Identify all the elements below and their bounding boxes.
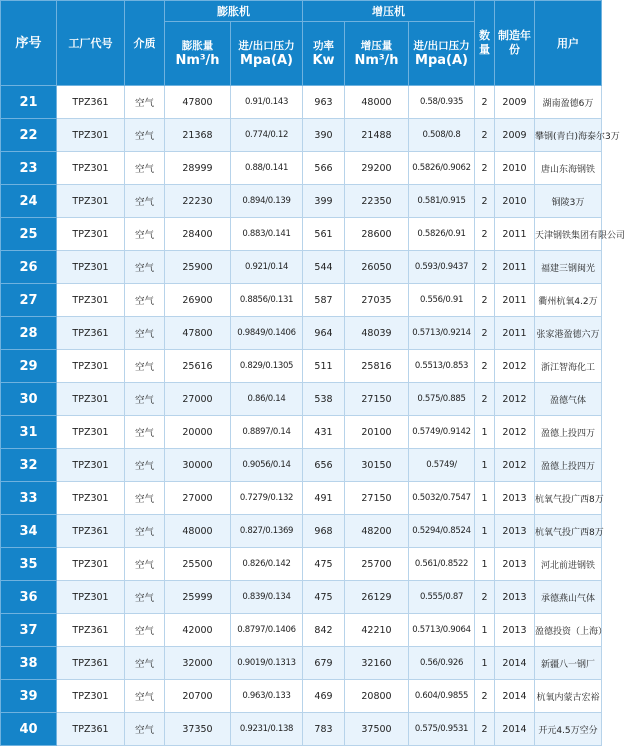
expander-flow-cell: 25616	[165, 350, 231, 383]
user-cell: 铜陵3万	[535, 185, 602, 218]
table-row	[1, 185, 602, 218]
qty-cell: 1	[475, 482, 495, 515]
header-qty: 数量	[475, 1, 495, 86]
row-number: 27	[1, 284, 57, 317]
year-cell: 2010	[495, 152, 535, 185]
power-cell: 566	[303, 152, 345, 185]
header-expander-flow	[165, 22, 231, 86]
power-cell: 964	[303, 317, 345, 350]
expander-pressure-cell: 0.8897/0.14	[231, 416, 303, 449]
row-number: 30	[1, 383, 57, 416]
expander-pressure-cell: 0.826/0.142	[231, 548, 303, 581]
row-number: 36	[1, 581, 57, 614]
medium-cell: 空气	[125, 317, 165, 350]
expander-flow-cell: 28999	[165, 152, 231, 185]
booster-flow-cell: 20800	[345, 680, 409, 713]
qty-cell: 1	[475, 647, 495, 680]
expander-flow-cell: 25999	[165, 581, 231, 614]
power-cell: 475	[303, 581, 345, 614]
booster-pressure-cell: 0.5749/0.9142	[409, 416, 475, 449]
booster-pressure-cell: 0.5032/0.7547	[409, 482, 475, 515]
model-cell: TPZ301	[57, 548, 125, 581]
qty-cell: 1	[475, 515, 495, 548]
expander-pressure-cell: 0.829/0.1305	[231, 350, 303, 383]
booster-flow-cell: 48000	[345, 86, 409, 119]
user-cell: 盈德投资（上海）	[535, 614, 602, 647]
medium-cell: 空气	[125, 383, 165, 416]
qty-cell: 2	[475, 152, 495, 185]
qty-cell: 2	[475, 581, 495, 614]
year-cell: 2012	[495, 383, 535, 416]
table-row	[1, 416, 602, 449]
year-cell: 2011	[495, 218, 535, 251]
booster-flow-cell: 25816	[345, 350, 409, 383]
booster-flow-cell: 25700	[345, 548, 409, 581]
qty-cell: 2	[475, 317, 495, 350]
medium-cell: 空气	[125, 581, 165, 614]
booster-pressure-cell: 0.556/0.91	[409, 284, 475, 317]
power-cell: 390	[303, 119, 345, 152]
power-cell: 544	[303, 251, 345, 284]
model-cell: TPZ301	[57, 482, 125, 515]
qty-cell: 1	[475, 548, 495, 581]
model-cell: TPZ301	[57, 449, 125, 482]
user-cell: 承德燕山气体	[535, 581, 602, 614]
table-row	[1, 548, 602, 581]
user-cell: 盈德上投四万	[535, 449, 602, 482]
table-row	[1, 119, 602, 152]
row-number: 40	[1, 713, 57, 746]
expander-flow-cell: 47800	[165, 317, 231, 350]
power-cell: 538	[303, 383, 345, 416]
power-cell: 399	[303, 185, 345, 218]
header-booster-pressure-unit: Mpa(A)	[415, 52, 468, 68]
user-cell: 张家港盈德六万	[535, 317, 602, 350]
booster-flow-cell: 20100	[345, 416, 409, 449]
booster-pressure-cell: 0.581/0.915	[409, 185, 475, 218]
user-cell: 衢州杭氧4.2万	[535, 284, 602, 317]
booster-flow-cell: 37500	[345, 713, 409, 746]
user-cell: 天津钢铁集团有限公司	[535, 218, 602, 251]
booster-flow-cell: 30150	[345, 449, 409, 482]
row-number: 25	[1, 218, 57, 251]
model-cell: TPZ301	[57, 152, 125, 185]
header-year: 制造年份	[495, 1, 535, 86]
expander-flow-cell: 37350	[165, 713, 231, 746]
year-cell: 2013	[495, 581, 535, 614]
year-cell: 2009	[495, 119, 535, 152]
expander-pressure-cell: 0.7279/0.132	[231, 482, 303, 515]
expander-pressure-cell: 0.894/0.139	[231, 185, 303, 218]
year-cell: 2011	[495, 317, 535, 350]
row-number: 32	[1, 449, 57, 482]
booster-flow-cell: 21488	[345, 119, 409, 152]
model-cell: TPZ301	[57, 416, 125, 449]
header-expander-pressure-label: 进/出口压力	[238, 39, 295, 52]
booster-flow-cell: 42210	[345, 614, 409, 647]
row-number: 35	[1, 548, 57, 581]
header-expander-pressure-unit: Mpa(A)	[240, 52, 293, 68]
header-expander: 膨胀机	[165, 1, 303, 22]
booster-pressure-cell: 0.5713/0.9064	[409, 614, 475, 647]
expander-flow-cell: 26900	[165, 284, 231, 317]
model-cell: TPZ361	[57, 86, 125, 119]
booster-flow-cell: 26129	[345, 581, 409, 614]
booster-flow-cell: 28600	[345, 218, 409, 251]
row-number: 23	[1, 152, 57, 185]
power-cell: 561	[303, 218, 345, 251]
medium-cell: 空气	[125, 614, 165, 647]
row-number: 33	[1, 482, 57, 515]
booster-flow-cell: 27150	[345, 383, 409, 416]
power-cell: 963	[303, 86, 345, 119]
model-cell: TPZ301	[57, 581, 125, 614]
booster-flow-cell: 48200	[345, 515, 409, 548]
year-cell: 2014	[495, 713, 535, 746]
power-cell: 783	[303, 713, 345, 746]
table-row	[1, 284, 602, 317]
model-cell: TPZ361	[57, 713, 125, 746]
user-cell: 浙江智海化工	[535, 350, 602, 383]
booster-pressure-cell: 0.575/0.885	[409, 383, 475, 416]
medium-cell: 空气	[125, 350, 165, 383]
table-row	[1, 218, 602, 251]
table-row	[1, 449, 602, 482]
table-row	[1, 581, 602, 614]
booster-pressure-cell: 0.5513/0.853	[409, 350, 475, 383]
expander-flow-cell: 48000	[165, 515, 231, 548]
medium-cell: 空气	[125, 152, 165, 185]
user-cell: 攀钢(青白)海泰尔3万	[535, 119, 602, 152]
power-cell: 431	[303, 416, 345, 449]
qty-cell: 2	[475, 185, 495, 218]
expander-pressure-cell: 0.839/0.134	[231, 581, 303, 614]
expander-pressure-cell: 0.8797/0.1406	[231, 614, 303, 647]
row-number: 28	[1, 317, 57, 350]
expander-pressure-cell: 0.921/0.14	[231, 251, 303, 284]
table-row	[1, 383, 602, 416]
table-row	[1, 350, 602, 383]
expander-pressure-cell: 0.774/0.12	[231, 119, 303, 152]
booster-pressure-cell: 0.5749/	[409, 449, 475, 482]
header-no: 序号	[1, 1, 57, 86]
header-medium: 介质	[125, 1, 165, 86]
booster-flow-cell: 26050	[345, 251, 409, 284]
medium-cell: 空气	[125, 284, 165, 317]
booster-pressure-cell: 0.5294/0.8524	[409, 515, 475, 548]
expander-flow-cell: 27000	[165, 383, 231, 416]
expander-flow-cell: 25900	[165, 251, 231, 284]
year-cell: 2012	[495, 350, 535, 383]
table-body	[1, 86, 625, 746]
header-power-label: 功率	[313, 39, 334, 52]
model-cell: TPZ361	[57, 515, 125, 548]
user-cell: 新疆八一钢厂	[535, 647, 602, 680]
year-cell: 2011	[495, 251, 535, 284]
expander-flow-cell: 42000	[165, 614, 231, 647]
booster-pressure-cell: 0.5713/0.9214	[409, 317, 475, 350]
table-row	[1, 647, 602, 680]
user-cell: 盈德上投四万	[535, 416, 602, 449]
year-cell: 2012	[495, 416, 535, 449]
booster-flow-cell: 48039	[345, 317, 409, 350]
expander-flow-cell: 20000	[165, 416, 231, 449]
row-number: 31	[1, 416, 57, 449]
header-model: 工厂代号	[57, 1, 125, 86]
expander-pressure-cell: 0.883/0.141	[231, 218, 303, 251]
model-cell: TPZ301	[57, 251, 125, 284]
expander-pressure-cell: 0.963/0.133	[231, 680, 303, 713]
header-booster: 增压机	[303, 1, 475, 22]
expander-flow-cell: 22230	[165, 185, 231, 218]
user-cell: 杭氧内蒙古宏裕	[535, 680, 602, 713]
model-cell: TPZ361	[57, 614, 125, 647]
row-number: 24	[1, 185, 57, 218]
header-power-unit: Kw	[312, 52, 335, 68]
qty-cell: 2	[475, 680, 495, 713]
expander-pressure-cell: 0.88/0.141	[231, 152, 303, 185]
qty-cell: 1	[475, 614, 495, 647]
header-expander-flow-unit: Nm³/h	[175, 52, 220, 68]
year-cell: 2013	[495, 515, 535, 548]
booster-flow-cell: 32160	[345, 647, 409, 680]
table-row	[1, 86, 602, 119]
medium-cell: 空气	[125, 515, 165, 548]
year-cell: 2014	[495, 680, 535, 713]
model-cell: TPZ301	[57, 383, 125, 416]
model-cell: TPZ301	[57, 119, 125, 152]
booster-pressure-cell: 0.5826/0.9062	[409, 152, 475, 185]
booster-pressure-cell: 0.561/0.8522	[409, 548, 475, 581]
user-cell: 杭氧气投广西8万	[535, 482, 602, 515]
booster-pressure-cell: 0.575/0.9531	[409, 713, 475, 746]
qty-cell: 2	[475, 218, 495, 251]
expander-flow-cell: 27000	[165, 482, 231, 515]
booster-pressure-cell: 0.56/0.926	[409, 647, 475, 680]
medium-cell: 空气	[125, 482, 165, 515]
expander-flow-cell: 20700	[165, 680, 231, 713]
header-expander-flow-label: 膨胀量	[181, 39, 214, 52]
header-booster-flow	[345, 22, 409, 86]
expander-flow-cell: 25500	[165, 548, 231, 581]
user-cell: 湖南盈德6万	[535, 86, 602, 119]
table-row	[1, 713, 602, 746]
medium-cell: 空气	[125, 251, 165, 284]
row-number: 29	[1, 350, 57, 383]
qty-cell: 1	[475, 449, 495, 482]
expander-pressure-cell: 0.9056/0.14	[231, 449, 303, 482]
qty-cell: 1	[475, 416, 495, 449]
model-cell: TPZ301	[57, 350, 125, 383]
medium-cell: 空气	[125, 119, 165, 152]
user-cell: 河北前进钢铁	[535, 548, 602, 581]
qty-cell: 2	[475, 350, 495, 383]
header-booster-flow-label: 增压量	[360, 39, 393, 52]
model-cell: TPZ361	[57, 317, 125, 350]
power-cell: 491	[303, 482, 345, 515]
year-cell: 2009	[495, 86, 535, 119]
qty-cell: 2	[475, 251, 495, 284]
header-booster-flow-unit: Nm³/h	[354, 52, 399, 68]
year-cell: 2013	[495, 548, 535, 581]
table-row	[1, 482, 602, 515]
table-row	[1, 251, 602, 284]
expander-pressure-cell: 0.8856/0.131	[231, 284, 303, 317]
model-cell: TPZ301	[57, 680, 125, 713]
expander-flow-cell: 32000	[165, 647, 231, 680]
booster-flow-cell: 29200	[345, 152, 409, 185]
booster-flow-cell: 27035	[345, 284, 409, 317]
user-cell: 盈德气体	[535, 383, 602, 416]
expander-flow-cell: 30000	[165, 449, 231, 482]
power-cell: 656	[303, 449, 345, 482]
row-number: 39	[1, 680, 57, 713]
power-cell: 842	[303, 614, 345, 647]
year-cell: 2013	[495, 614, 535, 647]
expander-pressure-cell: 0.9231/0.138	[231, 713, 303, 746]
expander-pressure-cell: 0.86/0.14	[231, 383, 303, 416]
header-booster-pressure	[409, 22, 475, 86]
table-header	[1, 1, 602, 86]
row-number: 38	[1, 647, 57, 680]
booster-pressure-cell: 0.508/0.8	[409, 119, 475, 152]
expander-pressure-cell: 0.91/0.143	[231, 86, 303, 119]
booster-pressure-cell: 0.58/0.935	[409, 86, 475, 119]
row-number: 21	[1, 86, 57, 119]
row-number: 26	[1, 251, 57, 284]
user-cell: 福建三钢闽光	[535, 251, 602, 284]
power-cell: 679	[303, 647, 345, 680]
model-cell: TPZ301	[57, 284, 125, 317]
header-booster-pressure-label: 进/出口压力	[413, 39, 470, 52]
row-number: 37	[1, 614, 57, 647]
header-expander-pressure	[231, 22, 303, 86]
medium-cell: 空气	[125, 548, 165, 581]
year-cell: 2012	[495, 449, 535, 482]
power-cell: 587	[303, 284, 345, 317]
expander-pressure-cell: 0.9849/0.1406	[231, 317, 303, 350]
medium-cell: 空气	[125, 449, 165, 482]
medium-cell: 空气	[125, 86, 165, 119]
year-cell: 2014	[495, 647, 535, 680]
model-cell: TPZ361	[57, 647, 125, 680]
medium-cell: 空气	[125, 680, 165, 713]
table-row	[1, 614, 602, 647]
user-cell: 唐山东海钢铁	[535, 152, 602, 185]
qty-cell: 2	[475, 119, 495, 152]
year-cell: 2010	[495, 185, 535, 218]
header-user: 用户	[535, 1, 602, 86]
table-row	[1, 317, 602, 350]
user-cell: 杭氧气投广西8万	[535, 515, 602, 548]
power-cell: 968	[303, 515, 345, 548]
medium-cell: 空气	[125, 185, 165, 218]
table-row	[1, 515, 602, 548]
medium-cell: 空气	[125, 218, 165, 251]
expander-flow-cell: 21368	[165, 119, 231, 152]
expander-flow-cell: 47800	[165, 86, 231, 119]
booster-pressure-cell: 0.5826/0.91	[409, 218, 475, 251]
booster-pressure-cell: 0.593/0.9437	[409, 251, 475, 284]
qty-cell: 2	[475, 713, 495, 746]
year-cell: 2011	[495, 284, 535, 317]
power-cell: 469	[303, 680, 345, 713]
row-number: 22	[1, 119, 57, 152]
power-cell: 511	[303, 350, 345, 383]
expander-flow-cell: 28400	[165, 218, 231, 251]
expander-pressure-cell: 0.9019/0.1313	[231, 647, 303, 680]
model-cell: TPZ301	[57, 185, 125, 218]
expander-pressure-cell: 0.827/0.1369	[231, 515, 303, 548]
booster-pressure-cell: 0.604/0.9855	[409, 680, 475, 713]
medium-cell: 空气	[125, 647, 165, 680]
booster-flow-cell: 27150	[345, 482, 409, 515]
table-row	[1, 680, 602, 713]
medium-cell: 空气	[125, 416, 165, 449]
user-cell: 开元4.5万空分	[535, 713, 602, 746]
row-number: 34	[1, 515, 57, 548]
booster-pressure-cell: 0.555/0.87	[409, 581, 475, 614]
header-power	[303, 22, 345, 86]
qty-cell: 2	[475, 383, 495, 416]
medium-cell: 空气	[125, 713, 165, 746]
qty-cell: 2	[475, 284, 495, 317]
power-cell: 475	[303, 548, 345, 581]
qty-cell: 2	[475, 86, 495, 119]
model-cell: TPZ301	[57, 218, 125, 251]
booster-flow-cell: 22350	[345, 185, 409, 218]
table-row	[1, 152, 602, 185]
year-cell: 2013	[495, 482, 535, 515]
